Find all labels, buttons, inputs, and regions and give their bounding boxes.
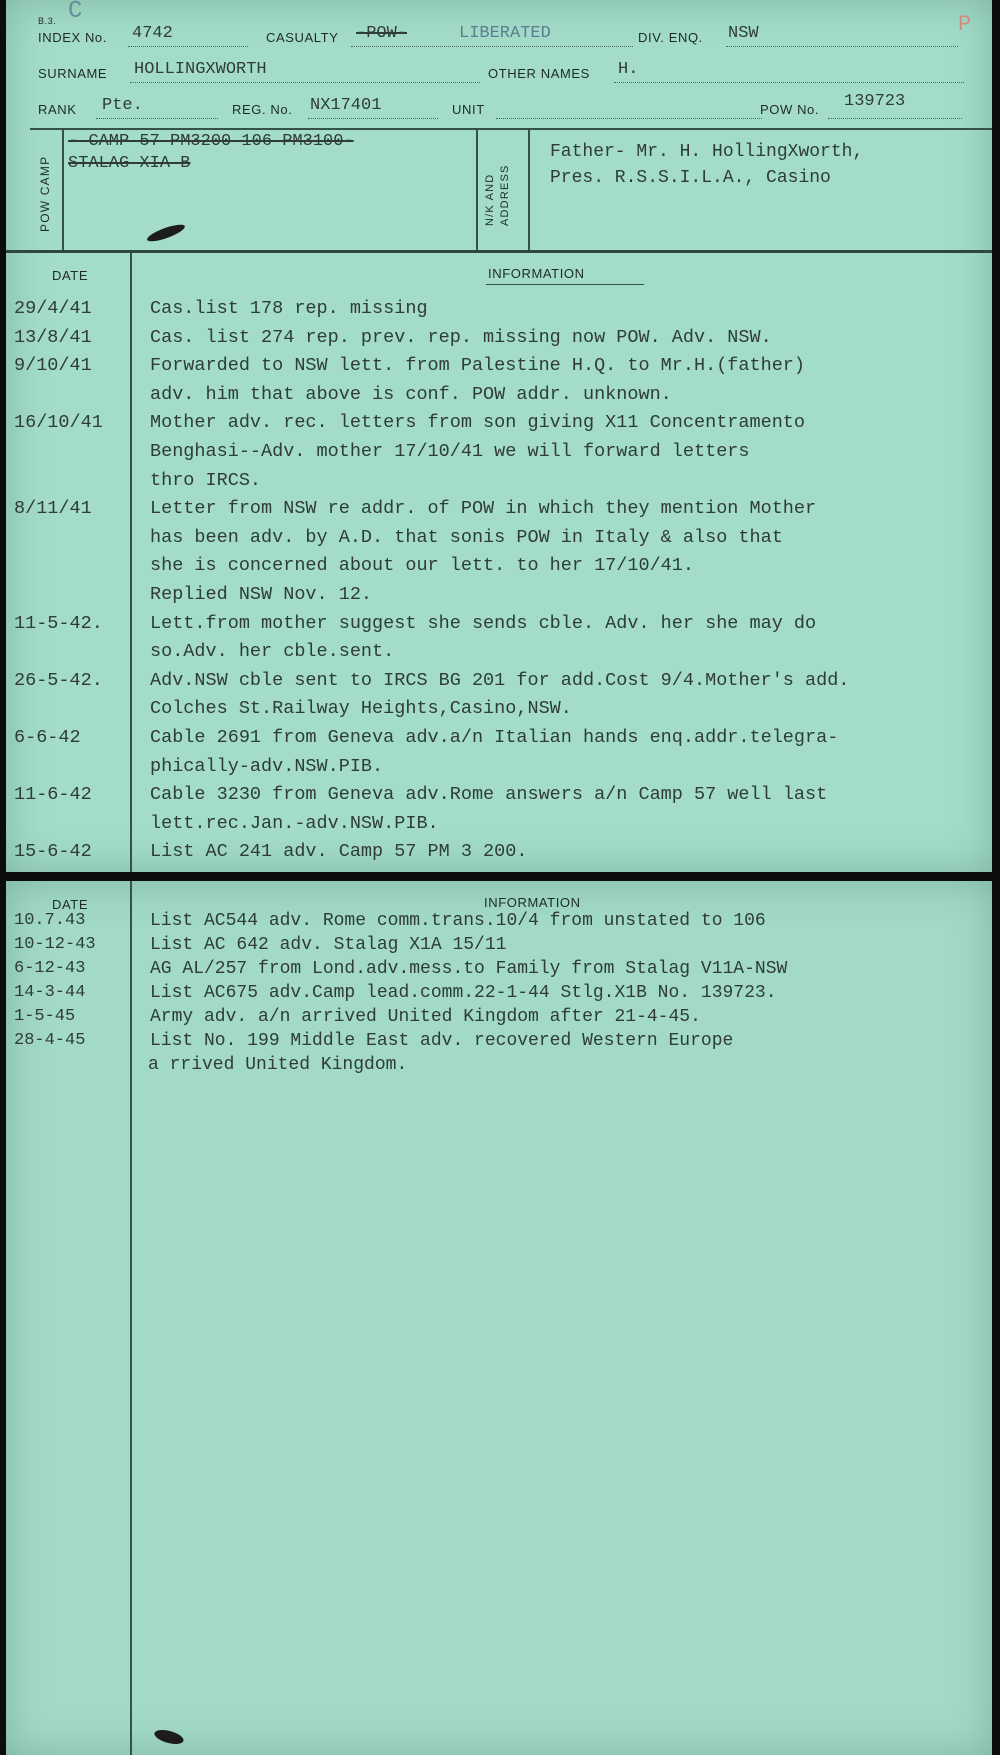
information-underline: [486, 284, 644, 285]
surname-dotted-line: [130, 82, 480, 83]
entry-text: Replied NSW Nov. 12.: [150, 584, 373, 605]
form-handwritten-mark: C: [68, 0, 83, 25]
entry-text: Mother adv. rec. letters from son giving X11 Concentramento: [150, 412, 806, 434]
entry-date: 11-6-42: [14, 784, 92, 806]
pow-no-label: POW No.: [760, 102, 820, 117]
nk-address-divider: [528, 128, 530, 250]
entry-text: thro IRCS.: [150, 469, 262, 491]
entry-text: Army adv. a/n arrived United Kingdom after 21-4-45.: [150, 1007, 701, 1027]
entry-text: Forwarded to NSW lett. from Palestine H.Q. to Mr.H.(father): [150, 355, 806, 377]
entry-text: has been adv. by A.D. that sonis POW in Italy & also that: [150, 526, 783, 548]
entry-text: List AC 241 adv. Camp 57 PM 3 200.: [150, 841, 528, 863]
casualty-value: LIBERATED: [459, 24, 551, 43]
form-code: B.3.: [38, 16, 57, 26]
header-divider: [30, 128, 992, 130]
entry-text: adv. him that above is conf. POW addr. unknown.: [150, 383, 672, 405]
entry-date: 6-12-43: [14, 959, 86, 978]
reg-no-value: NX17401: [310, 96, 382, 115]
entry-date: 26-5-42.: [14, 669, 103, 691]
entry-text: a rrived United Kingdom.: [148, 1055, 408, 1075]
entry-text: List No. 199 Middle East adv. recovered Western Europe: [150, 1031, 734, 1051]
rank-value: Pte.: [102, 96, 143, 115]
nk-address-label-2: ADDRESS: [499, 164, 511, 226]
unit-label: UNIT: [452, 102, 485, 117]
entry-text: Letter from NSW re addr. of POW in which they mention Mother: [150, 498, 817, 520]
date-header: DATE: [52, 897, 89, 912]
entry-text: phically-adv.NSW.PIB.: [150, 755, 384, 777]
casualty-label: CASUALTY: [266, 30, 339, 45]
entry-text: Cable 3230 from Geneva adv.Rome answers a/n Camp 57 well last: [150, 784, 828, 806]
div-enq-value: NSW: [728, 24, 759, 43]
pow-no-dotted-line: [828, 118, 962, 119]
casualty-struck-value: -POW-: [356, 24, 408, 43]
index-card-back: [6, 881, 992, 1755]
entry-date: 8/11/41: [14, 498, 92, 520]
entry-text: AG AL/257 from Lond.adv.mess.to Family from Stalag V11A-NSW: [150, 959, 788, 979]
entry-date: 16/10/41: [14, 412, 103, 434]
index-card-front: [6, 0, 992, 872]
entry-date: 29/4/41: [14, 298, 92, 319]
entry-text: List AC544 adv. Rome comm.trans.10/4 from unstated to 106: [150, 911, 766, 931]
index-value: 4742: [132, 24, 173, 43]
camp-address-divider: [476, 128, 478, 250]
surname-value: HOLLINGXWORTH: [134, 60, 267, 79]
date-column-divider: [130, 881, 132, 1755]
reg-no-dotted-line: [308, 118, 438, 119]
div-enq-label: DIV. ENQ.: [638, 30, 703, 45]
other-names-label: OTHER NAMES: [488, 66, 590, 81]
entry-date: 15-6-42: [14, 841, 92, 863]
entry-text: List AC 642 adv. Stalag X1A 15/11: [150, 935, 507, 955]
entry-text: Cable 2691 from Geneva adv.a/n Italian hands enq.addr.telegra-: [150, 727, 839, 748]
other-names-dotted-line: [614, 82, 964, 83]
entry-text: Lett.from mother suggest she sends cble. Adv. her she may do: [150, 612, 817, 634]
information-header: INFORMATION: [484, 895, 581, 910]
entry-date: 9/10/41: [14, 355, 92, 377]
pow-no-value: 139723: [844, 92, 906, 111]
date-header: DATE: [52, 268, 89, 283]
nk-address-label-1: N/K AND: [484, 173, 496, 226]
entry-date: 28-4-45: [14, 1031, 86, 1050]
camp-label-divider: [62, 128, 64, 250]
entry-date: 10-12-43: [14, 935, 96, 954]
pow-camp-label: POW CAMP: [38, 155, 52, 232]
entry-text: Cas.list 178 rep. missing: [150, 298, 428, 319]
entry-text: so.Adv. her cble.sent.: [150, 641, 395, 663]
entry-date: 10.7.43: [14, 911, 86, 930]
entry-text: she is concerned about our lett. to her 17/10/41.: [150, 555, 694, 577]
other-names-value: H.: [618, 60, 639, 79]
entry-text: Colches St.Railway Heights,Casino,NSW.: [150, 698, 572, 720]
table-top-border: [6, 250, 992, 253]
corner-mark: P: [958, 12, 972, 37]
div-enq-dotted-line: [726, 46, 958, 47]
rank-label: RANK: [38, 102, 77, 117]
entry-date: 6-6-42: [14, 727, 81, 748]
entry-date: 13/8/41: [14, 326, 92, 348]
rank-dotted-line: [96, 118, 218, 119]
information-header: INFORMATION: [488, 266, 585, 281]
camp-line-1: - CAMP 57 PM3200 106 PM3100-: [68, 132, 354, 151]
entry-date: 14-3-44: [14, 983, 86, 1002]
date-column-divider: [130, 253, 132, 872]
surname-label: SURNAME: [38, 66, 108, 81]
entry-date: 1-5-45: [14, 1007, 76, 1026]
entry-text: Benghasi--Adv. mother 17/10/41 we will forward letters: [150, 441, 750, 462]
entry-text: List AC675 adv.Camp lead.comm.22-1-44 Stlg.X1B No. 139723.: [150, 983, 777, 1003]
camp-line-2: STALAG XIA B: [68, 154, 191, 173]
address-line-1: Father- Mr. H. HollingXworth,: [550, 142, 864, 162]
casualty-dotted-line: [351, 46, 633, 47]
unit-dotted-line: [496, 118, 762, 119]
address-line-2: Pres. R.S.S.I.L.A., Casino: [550, 168, 831, 188]
index-label: INDEX No.: [38, 30, 107, 45]
entry-text: lett.rec.Jan.-adv.NSW.PIB.: [150, 812, 439, 834]
ink-blot: [153, 1727, 185, 1746]
entry-text: Cas. list 274 rep. prev. rep. missing now POW. Adv. NSW.: [150, 326, 772, 348]
ink-blot: [145, 221, 186, 244]
entry-date: 11-5-42.: [14, 612, 103, 634]
reg-no-label: REG. No.: [232, 102, 293, 117]
index-dotted-line: [128, 46, 248, 47]
entry-text: Adv.NSW cble sent to IRCS BG 201 for add.Cost 9/4.Mother's add.: [150, 669, 850, 691]
